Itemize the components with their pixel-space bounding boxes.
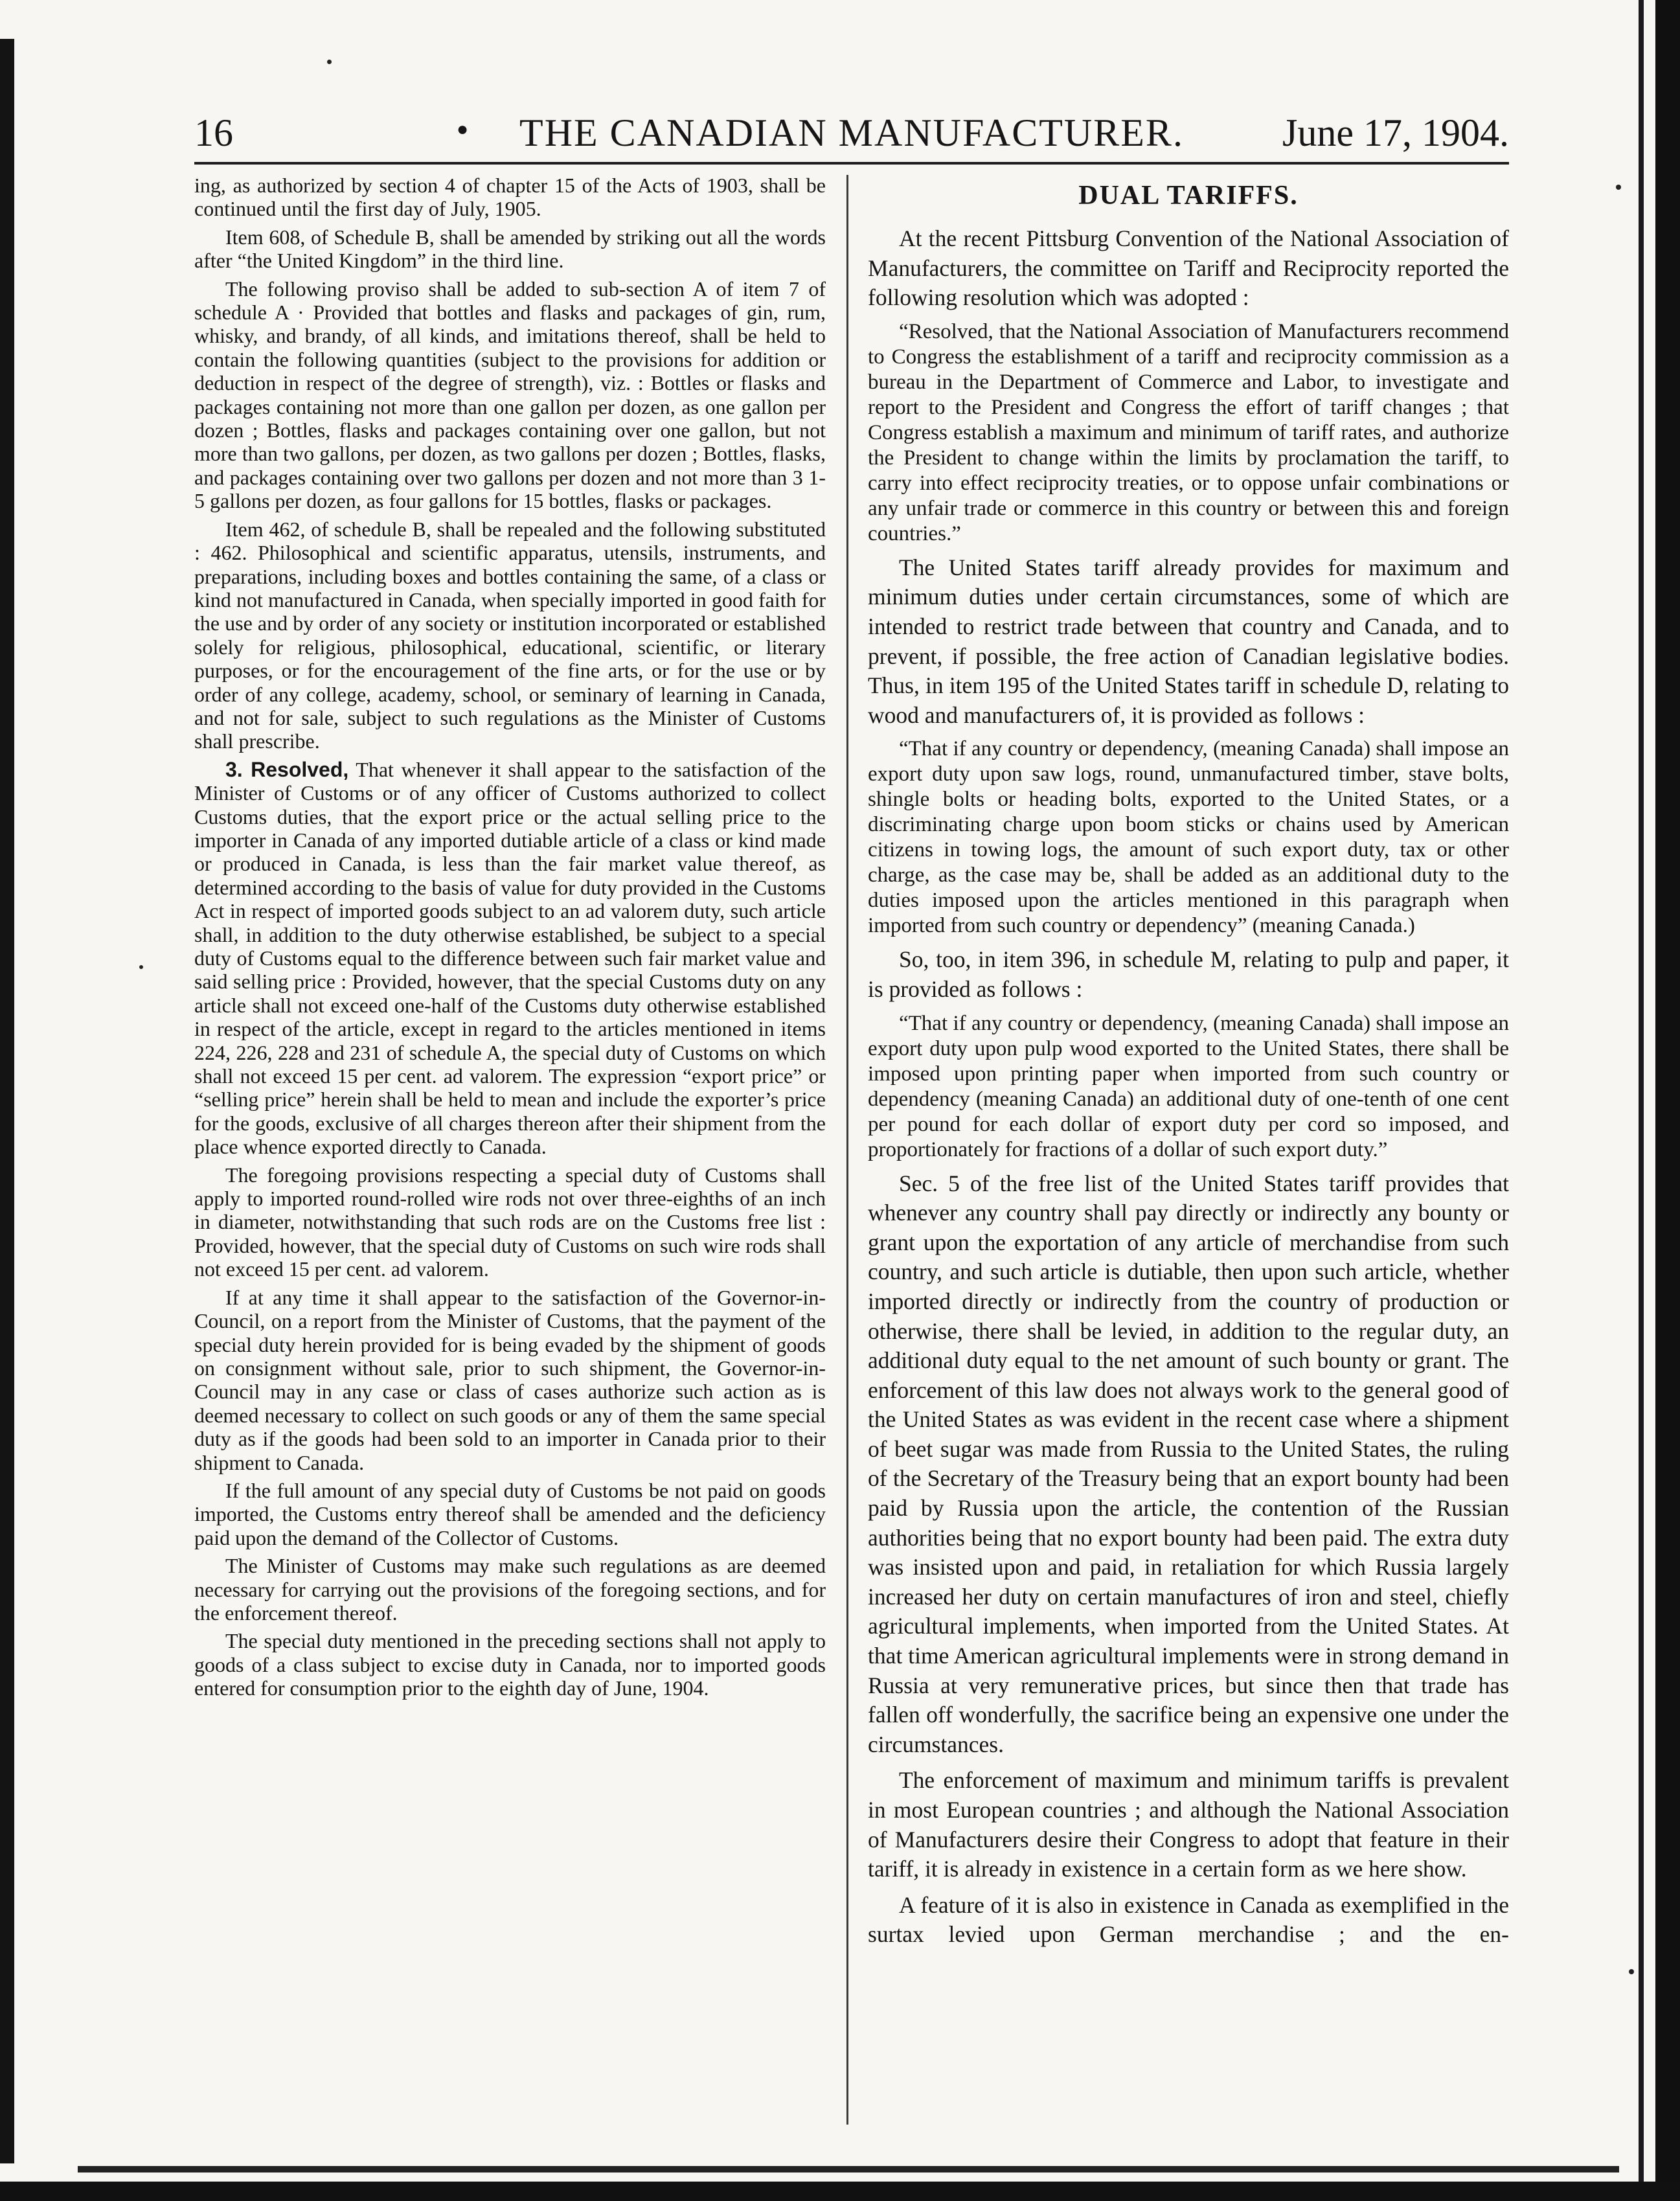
paragraph: The Minister of Customs may make such regulations as are deemed necessary for carrying out the provisions of the foregoing sections, and for the enforcement thereof. xyxy=(194,1554,826,1625)
page-number: 16 xyxy=(194,111,233,154)
paragraph: A feature of it is also in existence in Canada as exemplified in the surtax levied upon German merchandise ; and the en- xyxy=(868,1891,1509,1948)
left-column xyxy=(194,174,826,2136)
paragraph: ing, as authorized by section 4 of chapter 15 of the Acts of 1903, shall be continued until the first day of July, 1905. xyxy=(194,174,826,221)
scan-speck xyxy=(1629,1969,1634,1974)
scan-edge-left xyxy=(0,39,14,2163)
paragraph: So, too, in item 396, in schedule M, relating to pulp and paper, it is provided as follows : xyxy=(868,946,1509,1002)
issue-date: June 17, 1904. xyxy=(1282,111,1509,154)
quoted-resolution: “Resolved, that the National Association of Manufacturers recommend to Congress the establishment of a tariff and reciprocity commission as a bureau in the Department of Commerce and Labor, to investigate and report to the President and Congress the effort of tariff changes ; that Congress establish a maximum and minimum of tariff rates, and authorize the President to change within the limits by proclamation the tariff, to carry into effect reciprocity treaties, or to oppose unfair combinations or any unfair trade or commerce in this country or between this and foreign countries.” xyxy=(868,319,1509,545)
scan-speck xyxy=(139,965,143,969)
resolution-3 xyxy=(194,758,826,1159)
right-column xyxy=(868,174,1509,2136)
quoted-item-195: “That if any country or dependency, (meaning Canada) shall impose an export duty upon saw logs, round, unmanufactured timber, stave bolts, shingle bolts or heading bolts, exported to the United States, or a discriminating charge upon boom sticks or chains used by American citizens in towing logs, the amount of such export duty, tax or other charge, as the case may be, shall be added as an additional duty to the duties imposed upon the articles mentioned in this paragraph when imported from such country or dependency” (meaning Canada.) xyxy=(868,737,1509,938)
section-title: DUAL TARIFFS. xyxy=(1078,181,1299,211)
scan-edge-bottom-thin xyxy=(78,2166,1619,2172)
scan-edge-bottom xyxy=(0,2182,1680,2201)
paragraph: If the full amount of any special duty of Customs be not paid on goods imported, the Customs entry thereof shall be amended and the deficiency paid upon the demand of the Collector of Customs. xyxy=(194,1478,826,1549)
paragraph: Item 608, of Schedule B, shall be amended by striking out all the words after “the United Kingdom” in the third line. xyxy=(194,225,826,273)
paragraph: Sec. 5 of the free list of the United States tariff provides that whenever any country shall pay directly or indirectly any bounty or grant upon the exportation of any article of merchandise from such country, and such article is dutiable, then upon such article, whether imported directly or indirectly from the country of production or otherwise, there shall be levied, in addition to the regular duty, an additional duty equal to the net amount of such bounty or grant. The enforcement of this law does not always work to the general good of the United States as was evident in the recent case where a shipment of beet sugar was made from Russia to the United States, the ruling of the Secretary of the Treasury being that an export bounty had been paid by Russia upon the article, the contention of the Russian authorities being that no export bounty had been paid. The extra duty was insisted upon and paid, in retaliation for which Russia largely increased her duty on certain manufactures of iron and steel, chiefly agricultural implements, when imported from the United States. At that time American agricultural implements were in strong demand in Russia at very remunerative prices, but since then that trade has fallen off wonderfully, the sacrifice being an expensive one under the circumstances. xyxy=(868,1170,1509,1757)
resolution-text: That whenever it shall appear to the satisfaction of the Minister of Customs or of any officer of Customs authorized to collect Customs duties, that the export price or the actual selling price to the importer in Canada of any imported dutiable article of a class or kind made or produced in Canada, is less than the fair market value thereof, as determined according to the basis of value for duty provided in the Customs Act in respect of imported goods subject to an ad valorem duty, such article shall, in addition to the duty otherwise established, be subject to a special duty of Customs equal to the difference between such fair market value and said selling price : Provided, however, that the special Customs duty on any article shall not exceed one-half of the Customs duty otherwise established in respect of the article, except in regard to the articles mentioned in items 224, 226, 228 and 231 of schedule A, the special duty of Customs on which shall not exceed 15 per cent. ad valorem. The expression “export price” or “selling price” herein shall be held to mean and include the exporter’s price for the goods, exclusive of all charges thereon after their shipment from the place whence exported directly to Canada. xyxy=(194,757,826,1159)
paragraph: The following proviso shall be added to sub-section A of item 7 of schedule A · Provided that bottles and flasks and packages of gin, rum, whisky, and brandy, of all kinds, and imitations thereof, shall be held to contain the following quantities (subject to the provisions for addition or deduction in respect of the degree of strength), viz. : Bottles or flasks and packages containing not more than one gallon per dozen, as one gallon per dozen ; Bottles, flasks and packages containing over one gallon, but not more than two gallons, per dozen, as two gallons per dozen ; Bottles, flasks, and packages containing over two gallons per dozen and not more than 3 1-5 gallons per dozen, as four gallons for 15 bottles, flasks or packages. xyxy=(194,277,826,513)
page-header xyxy=(194,107,1509,159)
scan-speck xyxy=(327,60,332,64)
paragraph: The enforcement of maximum and minimum tariffs is prevalent in most European countries ; and although the National Association of Manufacturers desire their Congress to adopt that feature in their tariff, it is already in existence in a certain form as we here show. xyxy=(868,1767,1509,1882)
paragraph: At the recent Pittsburg Convention of the National Association of Manufacturers, the committee on Tariff and Reciprocity reported the following resolution which was adopted : xyxy=(868,225,1509,311)
quoted-item-396: “That if any country or dependency, (meaning Canada) shall impose an export duty upon pulp wood exported to the United States, there shall be imposed upon printing paper when imported from such country or dependency (meaning Canada) an additional duty of one-tenth of one cent per pound for each dollar of export duty per cord so imposed, and proportionately for fractions of a dollar of such export duty.” xyxy=(868,1011,1509,1161)
scan-edge-right-inner xyxy=(1639,0,1644,2201)
header-bullet-icon: ● xyxy=(457,119,469,140)
paragraph: If at any time it shall appear to the satisfaction of the Governor-in-Council, on a report from the Minister of Customs, that the payment of the special duty herein provided for is being evaded by the shipment of goods on consignment without sale, prior to such shipment, the Governor-in-Council may in any case or class of cases authorize such action as is deemed necessary to collect on such goods or any of them the same special duty as if the goods had been sold to an importer in Canada prior to their shipment to Canada. xyxy=(194,1285,826,1474)
paragraph: The foregoing provisions respecting a special duty of Customs shall apply to imported round-rolled wire rods not over three-eighths of an inch in diameter, notwithstanding that such rods are on the Customs free list : Provided, however, that the special duty of Customs on such wire rods shall not exceed 15 per cent. ad valorem. xyxy=(194,1163,826,1281)
scan-edge-right xyxy=(1655,0,1680,2201)
paragraph: The United States tariff already provides for maximum and minimum duties under certain circumstances, some of which are intended to restrict trade between that country and Canada, and to prevent, if possible, the free action of Canadian legislative bodies. Thus, in item 195 of the United States tariff in schedule D, relating to wood and manufacturers of, it is provided as follows : xyxy=(868,554,1509,728)
paragraph: Item 462, of schedule B, shall be repealed and the following substituted : 462. Philosophical and scientific apparatus, utensils, instruments, and preparations, including boxes and bottles containing the same, of a class or kind not manufactured in Canada, when specially imported in good faith for the use and by order of any society or institution incorporated or established solely for religious, philosophical, educational, scientific, or literary purposes, or for the encouragement of the fine arts, or for the use or by order of any college, academy, school, or seminary of learning in Canada, and not for sale, subject to such regulations as the Minister of Customs shall prescribe. xyxy=(194,517,826,753)
column-divider xyxy=(846,175,848,2125)
header-rule xyxy=(194,162,1509,165)
paragraph: The special duty mentioned in the preceding sections shall not apply to goods of a class subject to excise duty in Canada, nor to imported goods entered for consumption prior to the eighth day of June, 1904. xyxy=(194,1629,826,1700)
resolution-number: 3. Resolved, xyxy=(225,757,349,781)
scan-speck xyxy=(1616,185,1621,190)
publication-title: THE CANADIAN MANUFACTURER. xyxy=(519,111,1184,154)
